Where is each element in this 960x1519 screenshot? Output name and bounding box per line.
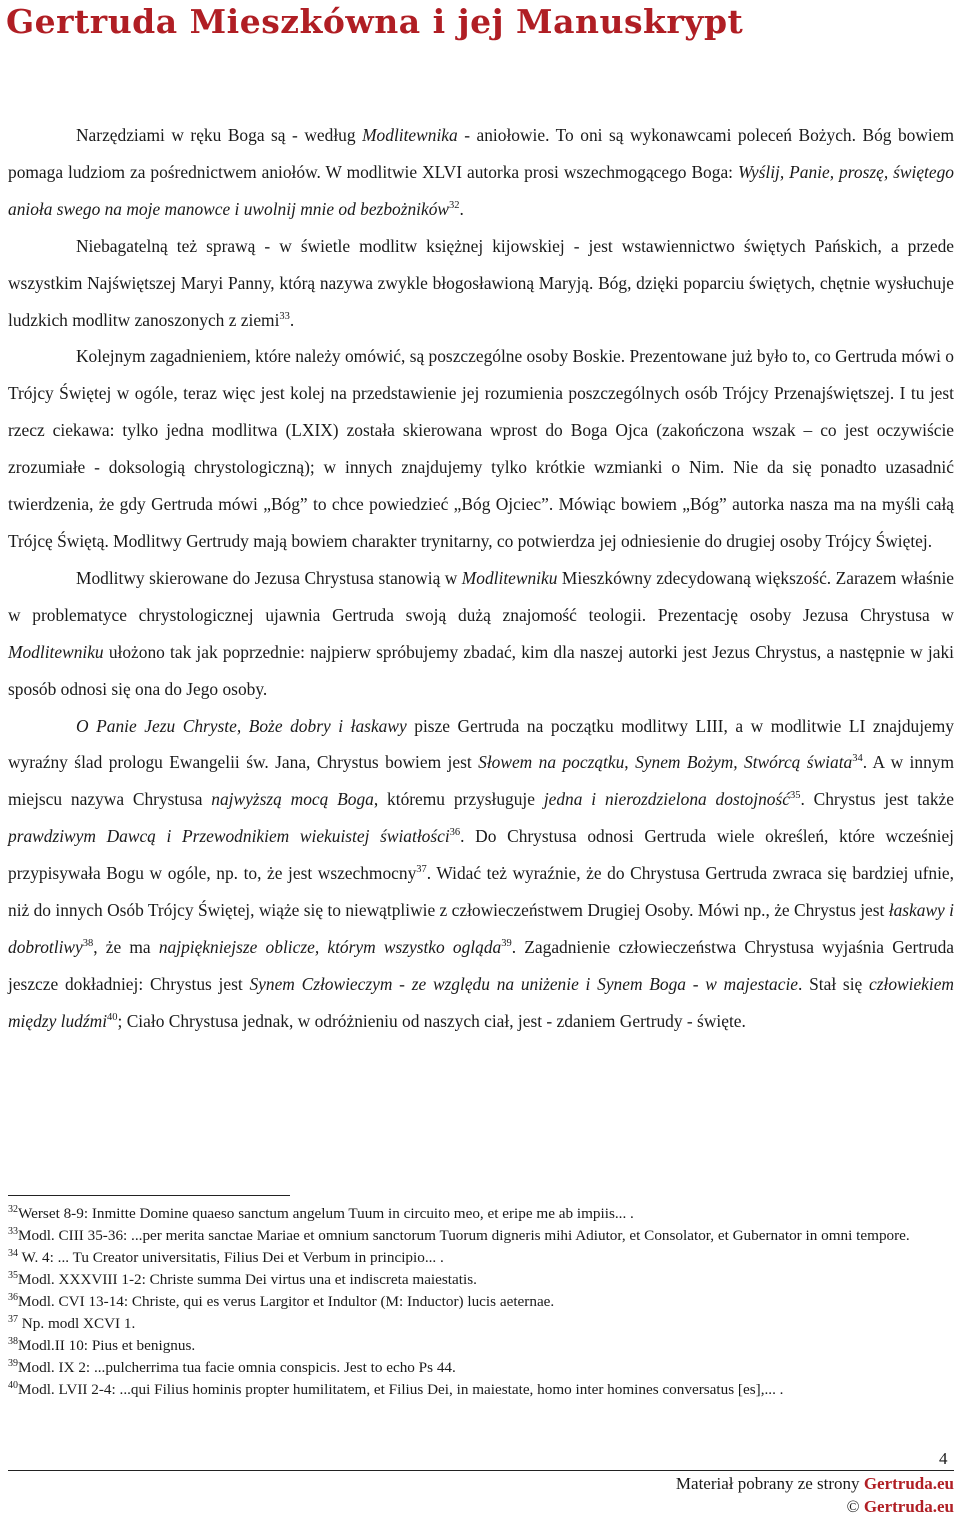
copyright-notice: © Gertruda.eu bbox=[846, 1497, 954, 1516]
footnote-32: $^{32}$Werset 8-9: Inmitte Domine quaeso sanctum angelum Tuum in circuito meo, et eripe me ab impiis... . bbox=[8, 1203, 634, 1222]
footnote-ref-34[interactable]: 34 bbox=[852, 753, 863, 765]
page-number: 4 bbox=[939, 1449, 948, 1468]
footnote-ref-33[interactable]: 33 bbox=[279, 310, 290, 322]
footnote-ref-32[interactable]: 32 bbox=[449, 200, 460, 212]
site-link[interactable]: Gertruda.eu bbox=[863, 1474, 954, 1493]
footnote-ref-39[interactable]: 39 bbox=[501, 938, 512, 950]
main-text bbox=[8, 117, 954, 1040]
download-notice: Materiał pobrany ze strony Gertruda.eu bbox=[675, 1474, 954, 1493]
paragraph-trinity: Kolejnym zagadnieniem, które należy omówić, są poszczególne osoby Boskie. Prezentowane już było to, co Gertruda mówi o Trójcy Świętej w ogóle, teraz więc jest kolej na przedstawienie jej rozumienia poszczególnych osób Trójcy Przenajświętszej. I tu jest rzecz ciekawa: tylko jedna modlitwa (LXIX) została skierowana wprost do Boga Ojca (zakończona wszak – co jest oczywiście zrozumiałe - doksologią chrystologiczną); w innych znajdujemy tylko krótkie wzmianki o Nim. Nie da się ponadto uzasadnić twierdzenia, że gdy Gertruda mówi „Bóg” to chce powiedzieć „Bóg Ojciec”. Mówiąc bowiem „Bóg” autorka nasza ma na myśli całą Trójcę Świętą. Modlitwy Gertrudy mają bowiem charakter trynitarny, co potwierdza jej odniesienie do drugiej osoby Trójcy Świętej. bbox=[8, 346, 954, 551]
footnotes-list bbox=[8, 1203, 954, 1401]
footnote-35: $^{35}$Modl. XXXVIII 1-2: Christe summa Dei virtus una et indiscreta maiestatis. bbox=[8, 1269, 477, 1288]
copyright-site-link[interactable]: Gertruda.eu bbox=[863, 1497, 954, 1516]
footnote-separator bbox=[8, 1195, 290, 1196]
footnote-36: $^{36}$Modl. CVI 13-14: Christe, qui es verus Largitor et Indultor (M: Inductor) lucis aeternae. bbox=[8, 1291, 555, 1310]
paragraph-christ-titles: O Panie Jezu Chryste, Boże dobry i łaskawy pisze Gertruda na początku modlitwy LIII, a w modlitwie LI znajdujemy wyraźny ślad prologu Ewangelii św. Jana, Chrystus bowiem jest Słowem na początku, Synem Bożym, Stwórcą świata$^{34}$. A w innym miejscu nazywa Chrystusa najwyższą mocą Boga, któremu przysługuje jedna i nierozdzielona dostojność$^{35}$. Chrystus jest także prawdziwym Dawcą i Przewodnikiem wiekuistej światłości$^{36}$. Do Chrystusa odnosi Gertruda wiele określeń, które wcześniej przypisywała Bogu w ogóle, np. to, że jest wszechmocny$^{37}$. Widać też wyraźnie, że do Chrystusa Gertruda zwraca się bardziej ufnie, niż do innych Osób Trójcy Świętej, wiąże się to niewątpliwie z człowieczeństwem Drugiej Osoby. Mówi np., że Chrystus jest łaskawy i dobrotliwy$^{38}$, że ma najpiękniejsze oblicze, którym wszystko ogląda$^{39}$. Zagadnienie człowieczeństwa Chrystusa wyjaśnia Gertruda jeszcze dokładniej: Chrystus jest Synem Człowieczym - ze względu na uniżenie i Synem Boga - w majestacie. Stał się człowiekiem między ludźmi$^{40}$; Ciało Chrystusa jednak, w odróżnieniu od naszych ciał, jest - zdaniem Gertrudy - święte. bbox=[8, 715, 955, 1031]
footnote-33: $^{33}$Modl. CIII 35-36: ...per merita sanctae Mariae et omnium sanctorum Tuorum digneris mihi Adiutor, et Consolator, et Gubernator in omni tempore. bbox=[8, 1225, 910, 1244]
footnote-34: $^{34}$ W. 4: ... Tu Creator universitatis, Filius Dei et Verbum in principio... . bbox=[8, 1247, 444, 1266]
paragraph-christology: Modlitwy skierowane do Jezusa Chrystusa stanowią w Modlitewniku Mieszkówny zdecydowaną większość. Zarazem właśnie w problematyce chrystologicznej ujawnia Gertruda swoją dużą znajomość teologii. Prezentację osoby Jezusa Chrystusa w Modlitewniku ułożono tak jak poprzednie: najpierw spróbujemy zbadać, kim dla naszej autorki jest Jezus Chrystus, a następnie w jaki sposób odnosi się ona do Jego osoby. bbox=[8, 567, 955, 699]
footnote-38: $^{38}$Modl.II 10: Pius et benignus. bbox=[8, 1335, 196, 1354]
footer-separator bbox=[8, 1470, 954, 1471]
footnote-ref-38[interactable]: 38 bbox=[82, 938, 94, 950]
paragraph-angels: Narzędziami w ręku Boga są - według Modlitewnika - aniołowie. To oni są wykonawcami poleceń Bożych. Bóg bowiem pomaga ludziom za pośrednictwem aniołów. W modlitwie XLVI autorka prosi wszechmogącego Boga: Wyślij, Panie, proszę, świętego anioła swego na moje manowce i uwolnij mnie od bezbożników$^{32}$. bbox=[8, 125, 955, 219]
paragraph-saints: Niebagatelną też sprawą - w świetle modlitw księżnej kijowskiej - jest wstawiennictwo świętych Pańskich, a przede wszystkim Najświętszej Maryi Panny, którą nazywa zwykle błogosławioną Maryją. Bóg, dzięki poparciu świętych, chętnie wysłuchuje ludzkich modlitw zanoszonych z ziemi$^{33}$. bbox=[8, 235, 954, 330]
page-header-title: Gertruda Mieszkówna i jej Manuskrypt bbox=[6, 2, 744, 41]
footnote-ref-35[interactable]: 35 bbox=[789, 790, 801, 802]
footnote-40: $^{40}$Modl. LVII 2-4: ...qui Filius hominis propter humilitatem, et Filius Dei, in maiestate, homo inter homines conversatus [es],... . bbox=[8, 1379, 784, 1398]
footnote-ref-40[interactable]: 40 bbox=[107, 1011, 118, 1023]
footnote-37: $^{37}$ Np. modl XCVI 1. bbox=[8, 1313, 136, 1332]
footnote-39: $^{39}$Modl. IX 2: ...pulcherrima tua facie omnia conspicis. Jest to echo Ps 44. bbox=[8, 1357, 456, 1376]
footnote-ref-37[interactable]: 37 bbox=[416, 864, 427, 876]
footnote-ref-36[interactable]: 36 bbox=[449, 827, 461, 839]
